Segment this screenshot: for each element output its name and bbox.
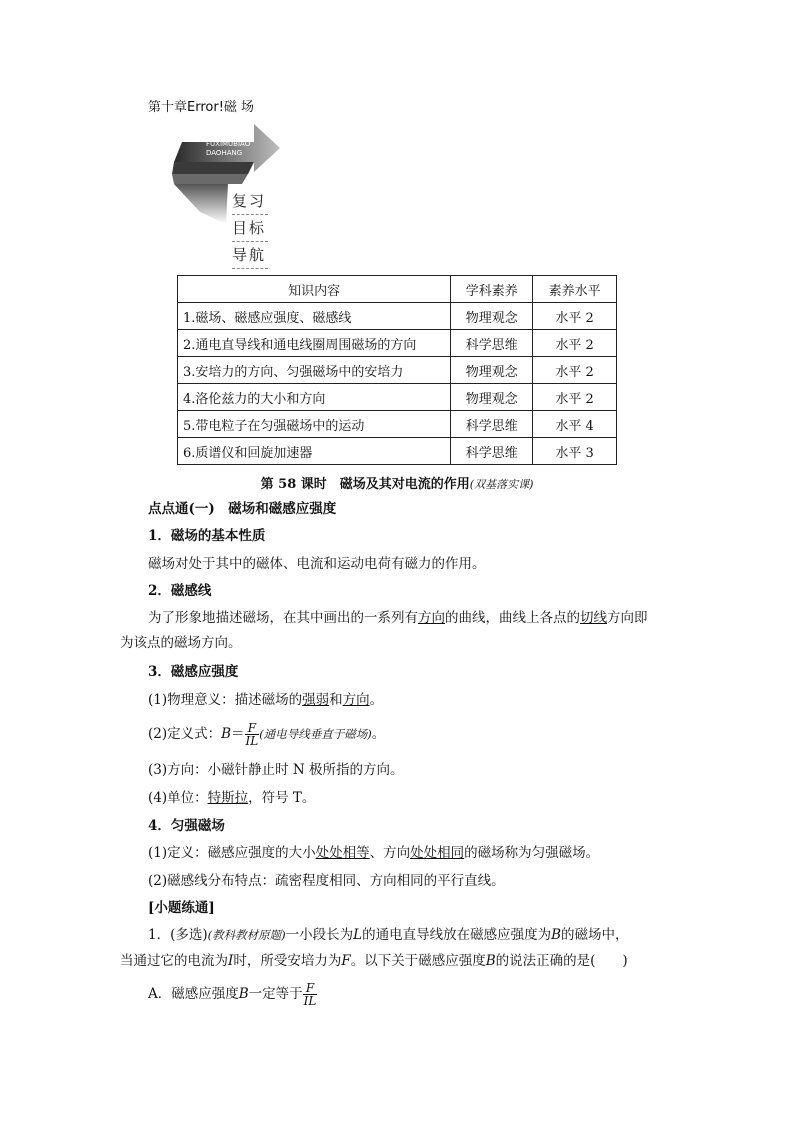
heading-field-lines: 2．磁感线 xyxy=(148,583,212,599)
table-row xyxy=(178,330,617,357)
chapter-title: 第十章Error!磁 场 xyxy=(148,100,255,115)
cell-literacy: 科学思维 xyxy=(451,411,533,438)
cell-topic: 3.安培力的方向、匀强磁场中的安培力 xyxy=(178,357,451,384)
cell-topic: 5.带电粒子在匀强磁场中的运动 xyxy=(178,411,451,438)
header-knowledge: 知识内容 xyxy=(178,276,451,303)
question-1-line-1: 1．(多选)(教科教材原题)一小段长为L的通电直导线放在磁感应强度为B的磁场中， xyxy=(148,927,629,943)
section-heading: 点点通(一) 磁场和磁感应强度 xyxy=(148,501,337,517)
lesson-subtitle: (双基落实课) xyxy=(469,478,534,491)
cell-literacy: 科学思维 xyxy=(451,330,533,357)
cell-literacy: 科学思维 xyxy=(451,438,533,465)
cell-literacy: 物理观念 xyxy=(451,384,533,411)
paragraph-magnetic-property: 磁场对处于其中的磁体、电流和运动电荷有磁力的作用。 xyxy=(148,556,486,572)
cell-topic: 2.通电直导线和通电线圈周围磁场的方向 xyxy=(178,330,451,357)
cell-level: 水平 2 xyxy=(533,330,617,357)
table-row xyxy=(178,357,617,384)
nav-word-target: 目标 xyxy=(232,215,268,242)
banner-english-1: FUXIMUBIAO xyxy=(206,140,251,148)
item-physical-meaning: (1)物理意义：描述磁场的强弱和方向。 xyxy=(148,692,384,708)
header-literacy: 学科素养 xyxy=(451,276,533,303)
table-row xyxy=(178,384,617,411)
nav-word-review: 复习 xyxy=(232,188,268,215)
lesson-title-text: 第 58 课时 磁场及其对电流的作用 xyxy=(260,477,470,492)
cell-level: 水平 2 xyxy=(533,303,617,330)
table-header-row xyxy=(178,276,617,303)
cell-topic: 6.质谱仪和回旋加速器 xyxy=(178,438,451,465)
heading-induction: 3．磁感应强度 xyxy=(148,664,239,680)
item-definition-formula: (2)定义式：B＝ $\frac{F}{IL}$ (通电导线垂直于磁场)。 xyxy=(148,721,386,748)
header-level: 素养水平 xyxy=(533,276,617,303)
lesson-title xyxy=(0,473,794,492)
table-row xyxy=(178,303,617,330)
cell-level: 水平 3 xyxy=(533,438,617,465)
review-nav-words xyxy=(232,188,268,269)
heading-magnetic-property: 1．磁场的基本性质 xyxy=(148,528,266,544)
cell-topic: 4.洛伦兹力的大小和方向 xyxy=(178,384,451,411)
formula-fraction: $\frac{F}{IL}$ xyxy=(245,721,259,748)
item-unit: (4)单位：特斯拉，符号 T。 xyxy=(148,790,316,806)
objectives-table xyxy=(177,275,617,465)
cell-topic: 1.磁场、磁感应强度、磁感线 xyxy=(178,303,451,330)
cell-literacy: 物理观念 xyxy=(451,303,533,330)
question-1-line-2: 当通过它的电流为I时，所受安培力为F。以下关于磁感应强度B的说法正确的是( ) xyxy=(120,953,628,969)
paragraph-field-lines-2: 为该点的磁场方向。 xyxy=(120,635,242,651)
item-uniform-definition: (1)定义：磁感应强度的大小处处相等、方向处处相同的磁场称为匀强磁场。 xyxy=(148,845,600,861)
cell-level: 水平 4 xyxy=(533,411,617,438)
heading-uniform-field: 4．匀强磁场 xyxy=(148,818,225,834)
paragraph-field-lines-1: 为了形象地描述磁场，在其中画出的一系列有方向的曲线，曲线上各点的切线方向即 xyxy=(148,610,648,626)
banner-english-2: DAOHANG xyxy=(206,149,243,157)
cell-literacy: 物理观念 xyxy=(451,357,533,384)
practice-heading: [小题练通] xyxy=(148,900,215,916)
table-row xyxy=(178,438,617,465)
item-direction: (3)方向：小磁针静止时 N 极所指的方向。 xyxy=(148,762,404,778)
cell-level: 水平 2 xyxy=(533,384,617,411)
question-1-option-a: A．磁感应强度B一定等于 $\frac{F}{IL}$ xyxy=(148,981,317,1008)
option-a-fraction: $\frac{F}{IL}$ xyxy=(303,981,317,1008)
item-uniform-lines: (2)磁感线分布特点：疏密程度相同、方向相同的平行直线。 xyxy=(148,873,505,889)
cell-level: 水平 2 xyxy=(533,357,617,384)
table-row xyxy=(178,411,617,438)
nav-word-navigation: 导航 xyxy=(232,242,268,269)
